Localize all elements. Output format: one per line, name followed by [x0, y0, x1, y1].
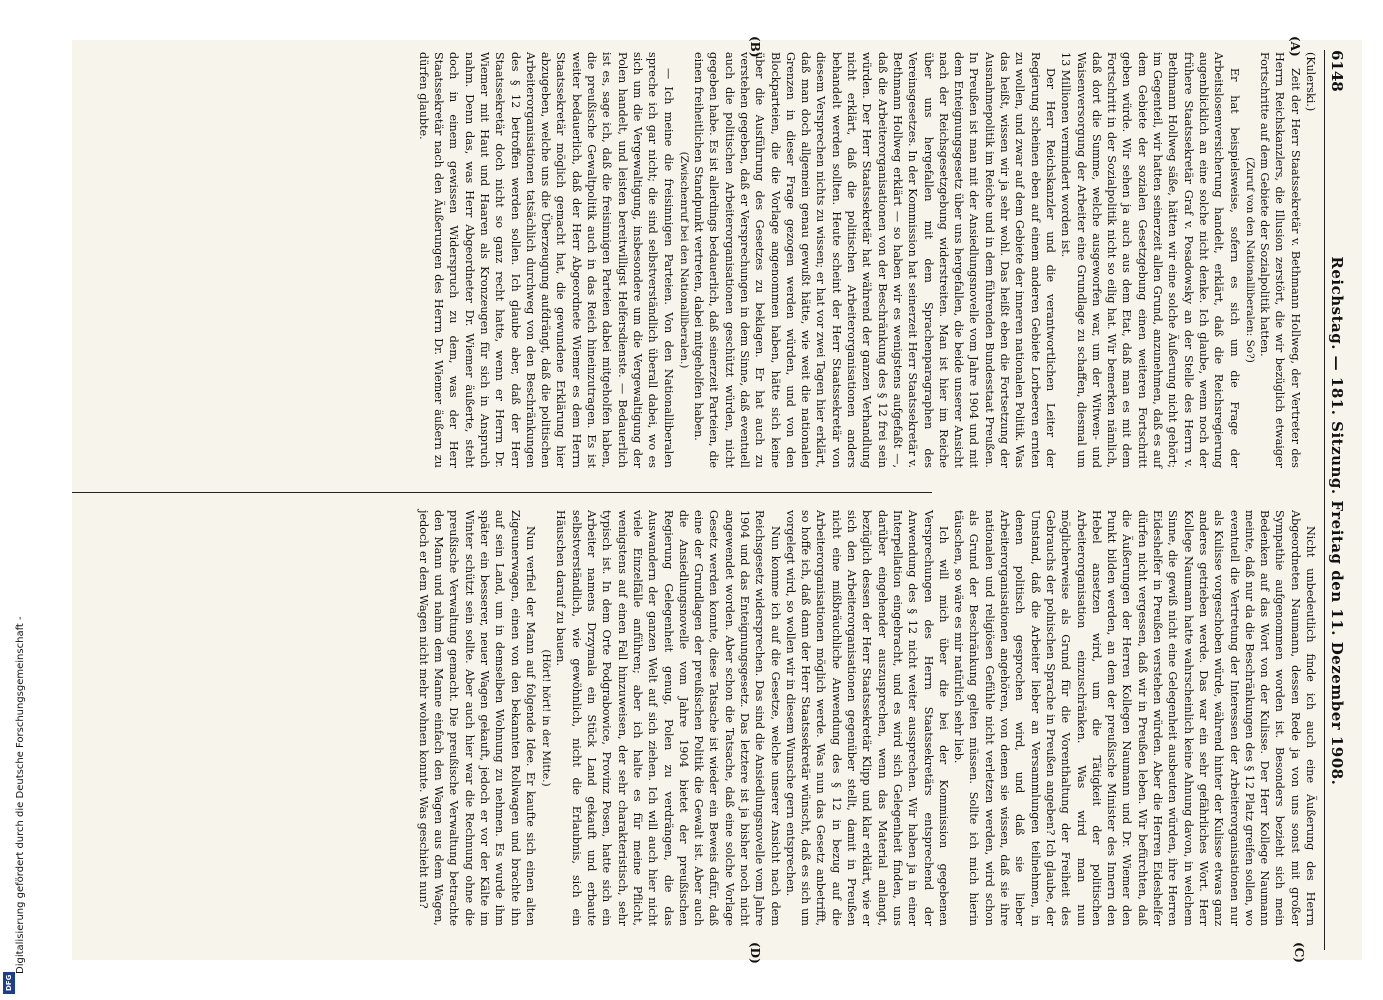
page-header	[1324, 50, 1354, 950]
page-number: 6148	[1328, 50, 1346, 92]
paragraph: Nun verfiel der Mann auf folgende Idee. Er kaufte sich einen alten Zigeunerwagen, einen von den bekannten Rollwagen und brachte ihn auf sein Land, um in demselben Wohnung zu nehmen. Es wurde ihm später ein besserer, neuer Wagen gekauft, jedoch er vor der Kälte im Winter schützt sein sollte. Aber auch hier war die Rechnung ohne die preußische Verwaltung gemacht. Die preußische Verwaltung betrachte den Mann und nahm dem Manne einfach den Wagen aus dem Wagen, jedoch er dem Wagen nicht mehr wohnen konnte. Was geschieht nun?	[416, 510, 537, 926]
right-column	[415, 510, 1318, 926]
dfg-logo: DFG	[3, 972, 15, 994]
paragraph: Nicht unbedeutlich finde ich auch eine Äußerung des Herrn Abgeordneten Naumann, dessen Rede ja von uns sonst mit großer Sympathie aufgenommen worden ist. Besonders bezieht sich mein Bedenken auf das Wort von der Kulisse. Der Herr Kollege Naumann meinte, daß nur da die Beschränkungen des § 12 Platz greifen sollen, wo eventuell die Vertretung der Interessen der Arbeiterorganisationen nur als Kulisse vorgeschoben würde, während hinter der Kulisse etwas ganz anderes getrieben werde. Das war ein sehr gefährliches Wort. Herr Kollege Naumann hatte wahrscheinlich keine Ahnung davon, in welchem Sinne, die gewiß nicht eine Gelegenheit ausbeuten würden, ihre Herren Eideshelfer in Preußen verstehen würden. Aber die Herren Eideshelfer dürfen nicht vergessen, daß wir in Preußen leben. Wir befürchten, daß die Äußerungen der Herren Kollegen Naumann und Dr. Wiemer den Punkt bilden werden, an dem der preußische Minister des Innern den Hebel ansetzen wird, um die Tätigkeit der politischen Arbeiterorganisation einzuschränken. Was wird man nun möglicherweise als Grund für die Vorenthaltung der Freiheit des Gebrauchs der polnischen Sprache in Preußen angeben? Ich glaube, der Umstand, daß die Arbeiter lieber an Versammlungen teilnehmen, in denen politisch gesprochen wird, und daß sie lieber Arbeiterorganisationen angehören, von denen sie wissen, daß sie ihre nationalen und religiösen Gefühle nicht verletzen werden, wird schon als Grund der Beschränkung gelten müssen. Sollte ich mich hierin täuschen, so wäre es mir natürlich sehr lieb.	[952, 510, 1317, 926]
margin-mark-a: (A)	[1288, 36, 1302, 57]
paragraph: Zeit der Herr Staatssekretär v. Bethmann Hollweg, der Vertreter des Herrn Reichskanzlers, die Illusion zerstört, die wir bezüglich etwaiger Fortschritte auf dem Gebiete der Sozialpolitik hatten.	[1258, 52, 1302, 468]
paragraph: Nun komme ich auf die Gesetze, welche unserer Ansicht nach dem Reichsgesetz widersprechen. Das sind die Ansiedlungsnovelle vom Jahre 1904 und das Enteignungsgesetz. Das letztere ist ja bisher noch nicht angewendet worden. Aber schon die Tatsache, daß eine solche Vorlage Gesetz werden konnte, diese Tatsache ist wieder ein Beweis dafür, daß eine der Grundlagen der preußischen Politik die Gewalt ist. Aber auch die Ansiedlungsnovelle vom Jahre 1904 bietet der preußischen Regierung Gelegenheit genug, Polen zu verdrängen, die das Auswandern der ganzen Welt auf sich ziehen. Ich will auch hier nicht viele Einzelfälle anführen; aber ich halte es für meine Pflicht, wenigstens auf einen Fall hinzuweisen, der sehr charakteristisch, sehr typisch ist. In dem Orte Podgrabowice, Provinz Posen, hatte sich ein Arbeiter namens Drzymala ein Stück Land gekauft und erbaute selbstverständlich, wie gewöhnlich, nicht die Erlaubnis, sich ein Häuschen darauf zu bauen.	[554, 510, 782, 926]
paragraph: Er hat beispielsweise, sofern es sich um die Frage der Arbeitslosenversicherung handelt, erklärt, daß die Reichsregierung augenblicklich an eine solche nicht denke. Ich glaube, wenn noch der frühere Staatssekretär Graf v. Posadowsky an der Stelle des Herrn v. Bethmann Hollweg säße, hätten wir eine solche Äußerung nicht gehört; im Gegenteil, wir hatten seinerzeit allen Grund, anzunehmen, daß es auf dem Gebiete der sozialen Gesetzgebung einen weiteren Fortschritt geben würde. Wir sehen ja auch aus dem Etat, daß man es mit dem Fortschritt in der Sozialpolitik nicht so eilig hat. Wir bemerken nämlich, daß dort die Summe, welche ausgeworfen war, um der Witwen- und Waisenversorgung der Arbeiter eine Grundlage zu schaffen, diesmal um 13 Millionen vermindert worden ist.	[1059, 52, 1241, 468]
left-column	[415, 52, 1318, 468]
stage-direction: (Hört! hört! in der Mitte.)	[540, 649, 553, 787]
margin-mark-d: (D)	[748, 942, 762, 964]
page-title: Reichstag. — 181. Sitzung. Freitag den 11. Dezember 1908.	[1328, 256, 1346, 786]
speaker-name: (Kulerski.)	[1304, 52, 1317, 112]
rotated-page	[72, 36, 1362, 964]
stage-direction: (Zwischenruf bei den Nationalliberalen.)	[677, 151, 690, 369]
scanned-page	[72, 36, 1362, 964]
margin-mark-c: (C)	[1292, 942, 1306, 963]
paragraph: Der Herr Reichskanzler und die verantwortlichen Leiter der Regierung scheinen eben auf einem anderen Gebiete Lorbeeren ernten zu wollen, und zwar auf dem Gebiete der inneren nationalen Politik. Was das heißt, wissen wir ja sehr wohl. Das heißt eben die Fortsetzung der Ausnahmepolitik im Reiche und in dem führenden Bundesstaat Preußen. In Preußen ist man mit der Ansiedlungsnovelle vom Jahre 1904 und mit dem Enteignungsgesetz über uns hergefallen, die beide unserer Ansicht nach der Reichsgesetzgebung widerstreiten. Man ist hier im Reiche über uns hergefallen mit dem Sprachenparagraphen des Vereinsgesetzes. In der Kommission hat seinerzeit Herr Staatssekretär v. Bethmann Hollweg erklärt — so haben wir es wenigstens aufgefaßt —, daß die Arbeiterorganisationen von der Beschränkung des § 12 frei sein würden. Der Herr Staatssekretär hat während der ganzen Verhandlung nicht erklärt, daß die politischen Arbeiterorganisationen anders behandelt werden sollten. Heute scheint der Herr Staatssekretär von diesem Versprechen nichts zu wissen; er hat vor zwei Tagen hier erklärt, daß man doch allgemein genau gewußt hätte, wie weit die nationalen Grenzen in dieser Frage gezogen werden würden, und von den Blockparteien, die die Vorlage angenommen haben, hätte sich keine über die Ausführung des Gesetzes zu beklagen. Er hat auch zu verstehen gegeben, daß er Versprechungen in dem Sinne, daß eventuell auch die politischen Arbeiterorganisationen geschützt würden, nicht gegeben habe. Es ist allerdings bedauerlich, daß seinerzeit Parteien, die einen freiheitlichen Standpunkt vertreten, dabei mitgeholfen haben.	[692, 52, 1057, 468]
paragraph: — Ich meine die freisinnigen Parteien. Von den Nationalliberalen spreche ich gar nicht; die sind selbstverständlich überall dabei, wo es sich um die Vergewaltigung, insbesondere um die Vergewaltigung der Polen handelt, und leisten bereitwilligst Helfersdienste. — Bedauerlich ist es, sage ich, daß die freisinnigen Parteien dabei mitgeholfen haben, die preußische Gewaltpolitik auch in das Reich hineinzutragen. Es ist weiter bedauerlich, daß der Herr Abgeordnete Wiemer es dem Herrn Staatssekretär möglich gemacht hat, die gewundene Erklärung hier abzugeben, welche uns die Überzeugung aufdrängt, daß die politischen Arbeiterorganisationen tatsächlich durchweg von den Beschränkungen des § 12 betroffen werden sollen. Ich glaube aber, daß der Herr Staatssekretär doch nicht so ganz recht hatte, wenn er Herrn Dr. Wiemer mit Haut und Haaren als Kronzeugen für sich in Anspruch nahm. Denn das, was Herr Abgeordneter Dr. Wiemer äußerte, steht doch in einem gewissen Widerspruch zu dem, was der Herr Staatssekretär nach den Äußerungen des Herrn Dr. Wiemer äußern zu dürfen glaubte.	[416, 52, 675, 468]
margin-mark-b: (B)	[748, 36, 762, 58]
credit-text: Digitalisierung gefördert durch die Deutsche Forschungsgemeinschaft -	[15, 616, 26, 974]
stage-direction: (Zuruf von den Nationalliberalen: So?)	[1243, 157, 1256, 363]
digitization-credit	[2, 0, 26, 1000]
column-divider	[72, 492, 932, 493]
paragraph: Ich will mich über die bei der Kommission gegebenen Versprechungen des Herrn Staatssekretärs entsprechend der Anwendung des § 12 nicht weiter aussprechen. Wir haben ja in einer Interpellation eingebracht, und es wird sich Gelegenheit finden, uns darüber eingehender auszusprechen, wenn das Material anlangt, bezüglich dessen der Herr Staatssekretär Klipp und klar erklärt, wie er sich den Arbeiterorganisationen gegenüber stellt, damit in Preußen nicht eine mißbräuchliche Anwendung des § 12 in bezug auf die Arbeiterorganisationen möglich werde. Was nun das Gesetz anbetrifft, so hoffe ich, daß dann der Herr Staatssekretär wünscht, daß es sich um vorgelegt wird, so wollen wir in diesem Wunsche gern entsprechen.	[783, 510, 950, 926]
